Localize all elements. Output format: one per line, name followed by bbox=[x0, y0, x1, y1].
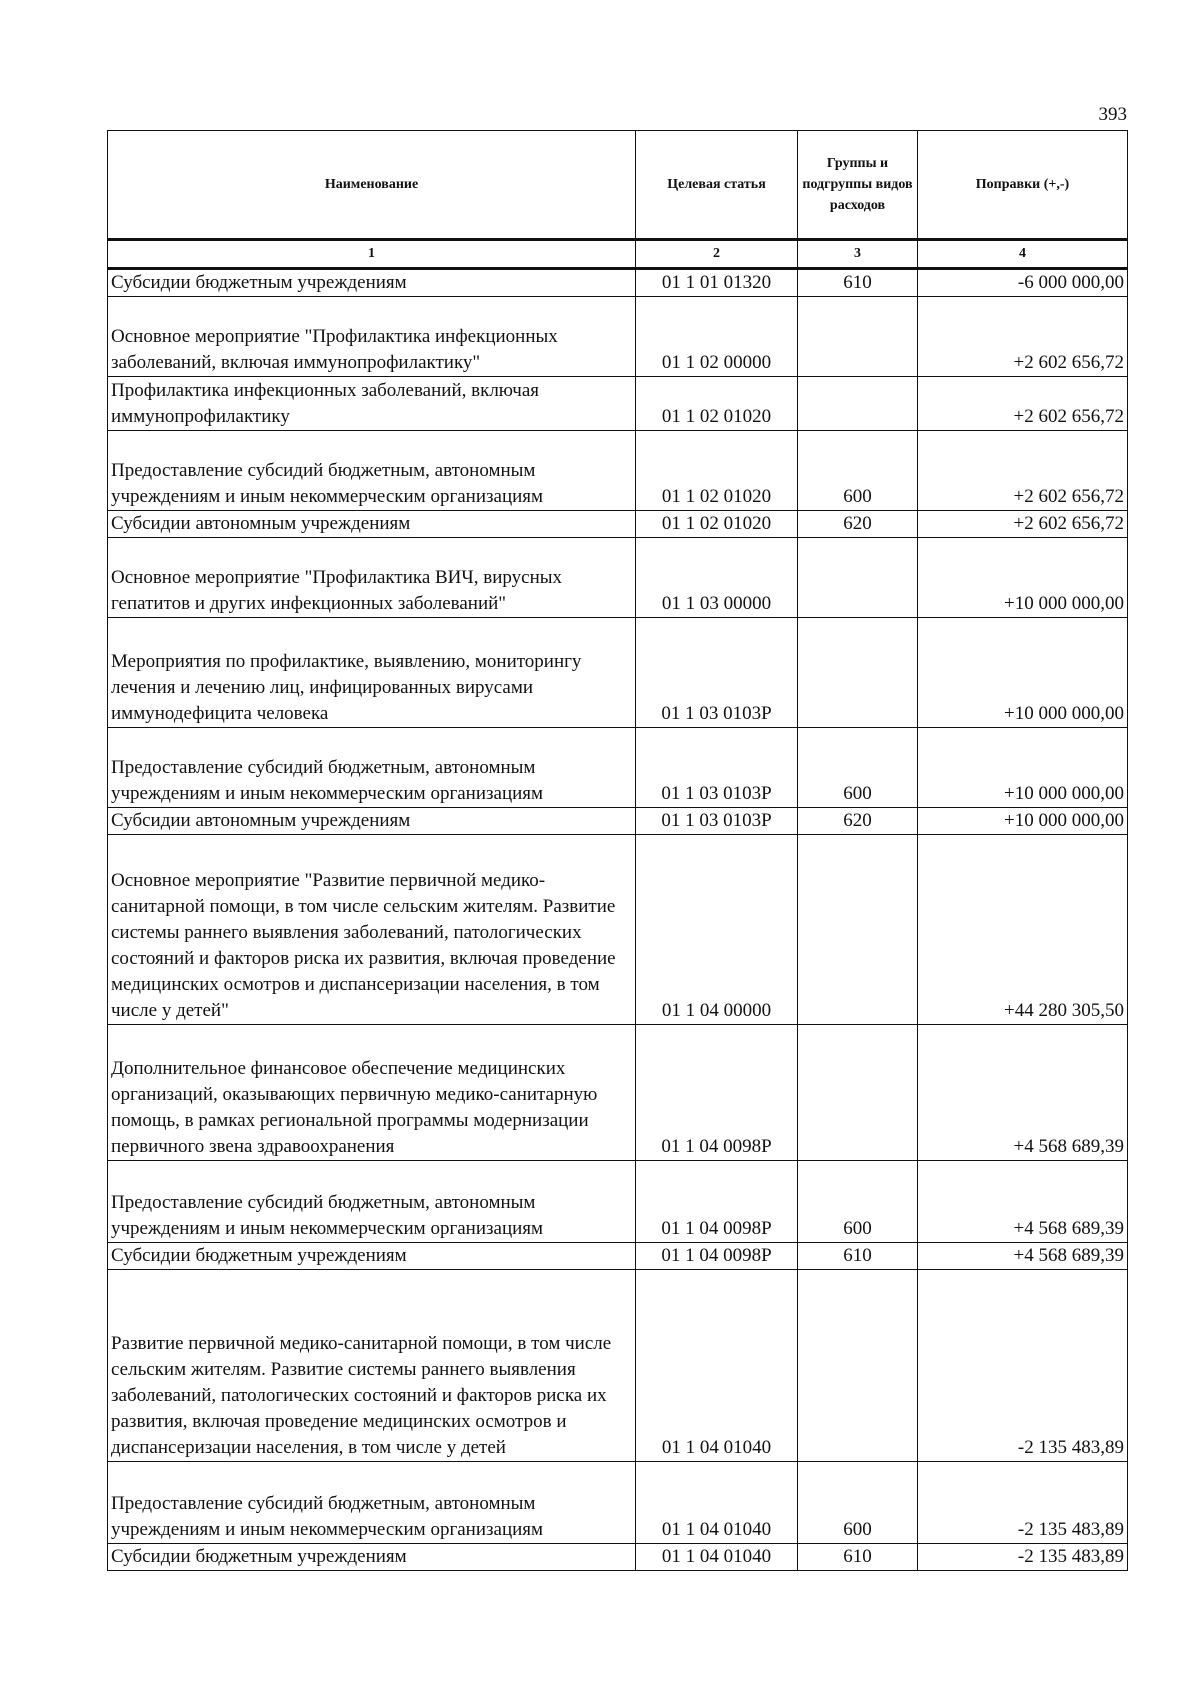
row-name: Основное мероприятие "Развитие первичной медико-санитарной помощи, в том числе сельским жителям. Развитие системы раннего выявления заболеваний, патологических состояний и факторов риска их развития, включая проведение медицинских осмотров и диспансеризации населения, в том числе у детей" bbox=[108, 835, 636, 1025]
row-amendment: -2 135 483,89 bbox=[918, 1270, 1128, 1462]
row-expense-group bbox=[798, 835, 918, 1025]
row-name: Предоставление субсидий бюджетным, автономным учреждениям и иным некоммерческим организациям bbox=[108, 431, 636, 511]
row-name: Предоставление субсидий бюджетным, автономным учреждениям и иным некоммерческим организациям bbox=[108, 1161, 636, 1243]
row-amendment: +2 602 656,72 bbox=[918, 431, 1128, 511]
table-row bbox=[108, 377, 1128, 431]
row-name: Основное мероприятие "Профилактика ВИЧ, вирусных гепатитов и других инфекционных заболеваний" bbox=[108, 538, 636, 618]
row-name: Предоставление субсидий бюджетным, автономным учреждениям и иным некоммерческим организациям bbox=[108, 1462, 636, 1544]
row-name: Профилактика инфекционных заболеваний, включая иммунопрофилактику bbox=[108, 377, 636, 431]
row-target-article: 01 1 04 00000 bbox=[636, 835, 798, 1025]
table-row bbox=[108, 618, 1128, 728]
row-name: Субсидии бюджетным учреждениям bbox=[108, 1544, 636, 1571]
row-target-article: 01 1 04 0098Р bbox=[636, 1243, 798, 1270]
row-target-article: 01 1 04 01040 bbox=[636, 1270, 798, 1462]
row-amendment: +44 280 305,50 bbox=[918, 835, 1128, 1025]
row-expense-group bbox=[798, 618, 918, 728]
row-amendment: -6 000 000,00 bbox=[918, 269, 1128, 297]
table-row bbox=[108, 538, 1128, 618]
row-target-article: 01 1 04 01040 bbox=[636, 1462, 798, 1544]
row-amendment: +10 000 000,00 bbox=[918, 618, 1128, 728]
table-row bbox=[108, 1243, 1128, 1270]
page-number: 393 bbox=[1098, 104, 1127, 125]
header-name: Наименование bbox=[108, 131, 636, 240]
row-target-article: 01 1 01 01320 bbox=[636, 269, 798, 297]
row-amendment: +2 602 656,72 bbox=[918, 377, 1128, 431]
row-amendment: -2 135 483,89 bbox=[918, 1544, 1128, 1571]
row-expense-group bbox=[798, 1270, 918, 1462]
row-name: Предоставление субсидий бюджетным, автономным учреждениям и иным некоммерческим организациям bbox=[108, 728, 636, 808]
table-row bbox=[108, 1025, 1128, 1161]
header-amendments: Поправки (+,-) bbox=[918, 131, 1128, 240]
row-target-article: 01 1 02 01020 bbox=[636, 431, 798, 511]
row-expense-group: 600 bbox=[798, 728, 918, 808]
row-amendment: +2 602 656,72 bbox=[918, 297, 1128, 377]
row-expense-group: 600 bbox=[798, 1462, 918, 1544]
row-target-article: 01 1 04 0098Р bbox=[636, 1161, 798, 1243]
row-target-article: 01 1 03 00000 bbox=[636, 538, 798, 618]
row-name: Субсидии бюджетным учреждениям bbox=[108, 269, 636, 297]
table-row bbox=[108, 297, 1128, 377]
row-name: Субсидии автономным учреждениям bbox=[108, 511, 636, 538]
row-amendment: +10 000 000,00 bbox=[918, 808, 1128, 835]
table-row bbox=[108, 1544, 1128, 1571]
row-name: Дополнительное финансовое обеспечение медицинских организаций, оказывающих первичную медико-санитарную помощь, в рамках региональной программы модернизации первичного звена здравоохранения bbox=[108, 1025, 636, 1161]
column-number: 1 bbox=[108, 240, 636, 269]
row-target-article: 01 1 03 0103Р bbox=[636, 808, 798, 835]
row-expense-group: 610 bbox=[798, 1544, 918, 1571]
row-expense-group: 620 bbox=[798, 511, 918, 538]
table-row bbox=[108, 269, 1128, 297]
row-name: Субсидии автономным учреждениям bbox=[108, 808, 636, 835]
header-expense-groups: Группы и подгруппы видов расходов bbox=[798, 131, 918, 240]
table-row bbox=[108, 728, 1128, 808]
row-target-article: 01 1 04 01040 bbox=[636, 1544, 798, 1571]
row-target-article: 01 1 03 0103Р bbox=[636, 618, 798, 728]
budget-amendments-table bbox=[107, 130, 1128, 1571]
row-target-article: 01 1 03 0103Р bbox=[636, 728, 798, 808]
row-name: Основное мероприятие "Профилактика инфекционных заболеваний, включая иммунопрофилактику" bbox=[108, 297, 636, 377]
table-row bbox=[108, 1462, 1128, 1544]
row-name: Мероприятия по профилактике, выявлению, мониторингу лечения и лечению лиц, инфицированных вирусами иммунодефицита человека bbox=[108, 618, 636, 728]
table-row bbox=[108, 511, 1128, 538]
table-row bbox=[108, 1270, 1128, 1462]
row-expense-group: 610 bbox=[798, 1243, 918, 1270]
table-row bbox=[108, 431, 1128, 511]
row-amendment: +4 568 689,39 bbox=[918, 1161, 1128, 1243]
table-body bbox=[108, 269, 1128, 1571]
row-expense-group: 600 bbox=[798, 1161, 918, 1243]
row-expense-group: 610 bbox=[798, 269, 918, 297]
row-expense-group bbox=[798, 297, 918, 377]
column-number: 4 bbox=[918, 240, 1128, 269]
row-amendment: +4 568 689,39 bbox=[918, 1025, 1128, 1161]
row-amendment: +10 000 000,00 bbox=[918, 538, 1128, 618]
header-row bbox=[108, 131, 1128, 240]
table-row bbox=[108, 1161, 1128, 1243]
table-row bbox=[108, 835, 1128, 1025]
row-target-article: 01 1 04 0098Р bbox=[636, 1025, 798, 1161]
row-name: Развитие первичной медико-санитарной помощи, в том числе сельским жителям. Развитие системы раннего выявления заболеваний, патологических состояний и факторов риска их развития, включая проведение медицинских осмотров и диспансеризации населения, в том числе у детей bbox=[108, 1270, 636, 1462]
row-amendment: -2 135 483,89 bbox=[918, 1462, 1128, 1544]
row-expense-group bbox=[798, 538, 918, 618]
column-number: 2 bbox=[636, 240, 798, 269]
row-target-article: 01 1 02 01020 bbox=[636, 377, 798, 431]
header-target-article: Целевая статья bbox=[636, 131, 798, 240]
row-expense-group: 600 bbox=[798, 431, 918, 511]
row-amendment: +10 000 000,00 bbox=[918, 728, 1128, 808]
table-row bbox=[108, 808, 1128, 835]
row-expense-group bbox=[798, 377, 918, 431]
row-expense-group bbox=[798, 1025, 918, 1161]
column-number-row bbox=[108, 240, 1128, 269]
row-amendment: +4 568 689,39 bbox=[918, 1243, 1128, 1270]
row-expense-group: 620 bbox=[798, 808, 918, 835]
row-amendment: +2 602 656,72 bbox=[918, 511, 1128, 538]
row-target-article: 01 1 02 00000 bbox=[636, 297, 798, 377]
column-number: 3 bbox=[798, 240, 918, 269]
row-name: Субсидии бюджетным учреждениям bbox=[108, 1243, 636, 1270]
row-target-article: 01 1 02 01020 bbox=[636, 511, 798, 538]
